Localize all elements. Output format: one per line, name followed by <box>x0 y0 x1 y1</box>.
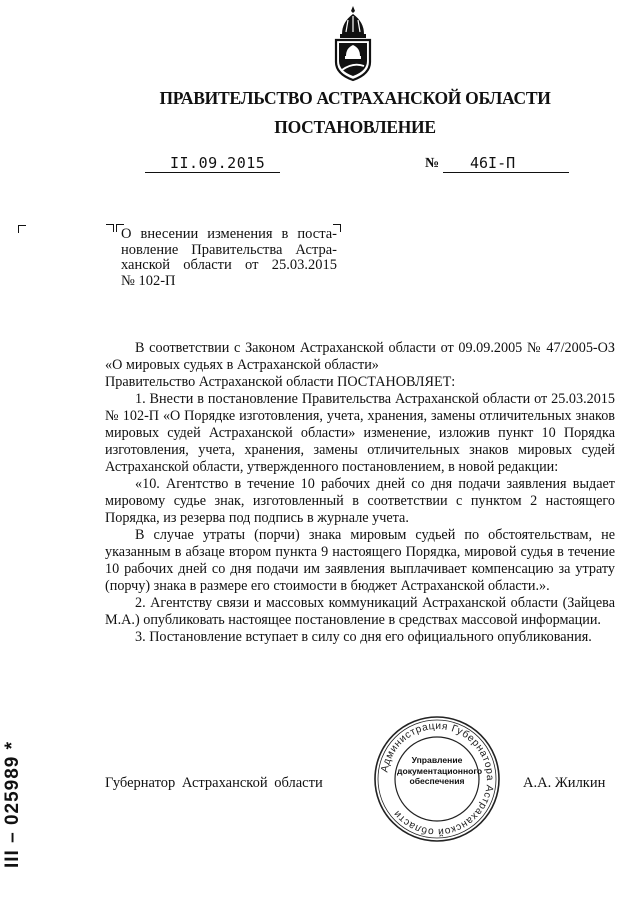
form-serial-number: III – 025989 * <box>2 740 23 868</box>
body-paragraph: «10. Агентство в течение 10 рабочих дней со дня подачи заявления выдает мировому судье знак, изготовленный в соответствии с пунктом 2 настоящего Порядка, из резерва под подпись в журнале учета. <box>105 476 615 526</box>
stamp-center-text <box>397 755 483 787</box>
document-date: II.09.2015 <box>170 154 266 172</box>
stamp-center-line: документационного <box>397 765 483 776</box>
body-paragraph: 2. Агентству связи и массовых коммуникаций Астраханской области (Зайцева М.А.) опубликовать настоящее постановление в средствах массовой информации. <box>105 595 615 628</box>
subject-line: ханской области от 25.03.2015 <box>121 257 337 273</box>
signer-name: А.А. Жилкин <box>523 775 606 791</box>
document-body <box>105 340 615 646</box>
body-paragraph: 3. Постановление вступает в силу со дня его официального опубликования. <box>135 629 592 645</box>
subject-line: новление Правительства Астра- <box>121 241 337 258</box>
signer-role: Губернатор Астраханской области <box>105 775 323 791</box>
subject-line: О внесении изменения в поста- <box>121 226 337 242</box>
organization-title: ПРАВИТЕЛЬСТВО АСТРАХАНСКОЙ ОБЛАСТИ <box>159 88 551 108</box>
corner-mark-left <box>18 225 26 233</box>
astrakhan-coat-of-arms-icon <box>328 4 378 82</box>
corner-mark-inner-right <box>106 224 114 232</box>
body-paragraph: 1. Внести в постановление Правительства Астраханской области от 25.03.2015 № 102-П «О Порядке изготовления, учета, хранения, замены отличительных знаков мировых судей Астраханской области» изменение, изложив пункт 10 Порядка изготовления, учета, хранения, замены отличительных знаков мировых судей Астраханской области, утвержденного постановлением, в новой редакции: <box>105 391 615 475</box>
subject-block <box>121 227 337 289</box>
body-paragraph: В соответствии с Законом Астраханской области от 09.09.2005 № 47/2005-ОЗ «О мировых судьях в Астраханской области» <box>105 340 615 373</box>
stamp-center-line: Управление <box>411 755 463 765</box>
subject-line: № 102-П <box>121 272 176 289</box>
stamp-center-line: обеспечения <box>409 776 465 786</box>
document-number: 46I-П <box>470 154 516 172</box>
document-type: ПОСТАНОВЛЕНИЕ <box>274 117 436 137</box>
stamp-ring-text: Администрация Губернатора Астраханской области <box>379 720 496 838</box>
body-paragraph: В случае утраты (порчи) знака мировым судьей по обстоятельствам, не указанным в абзаце втором пункта 9 настоящего Порядка, мировой судья в течение 10 рабочих дней со дня подачи им заявления выплачивает компенсацию за утрату (порчу) знака в размере его стоимости в бюджет Астраханской области.». <box>105 527 615 594</box>
body-paragraph: Правительство Астраханской области ПОСТАНОВЛЯЕТ: <box>105 374 456 390</box>
number-sign: № <box>425 156 440 171</box>
